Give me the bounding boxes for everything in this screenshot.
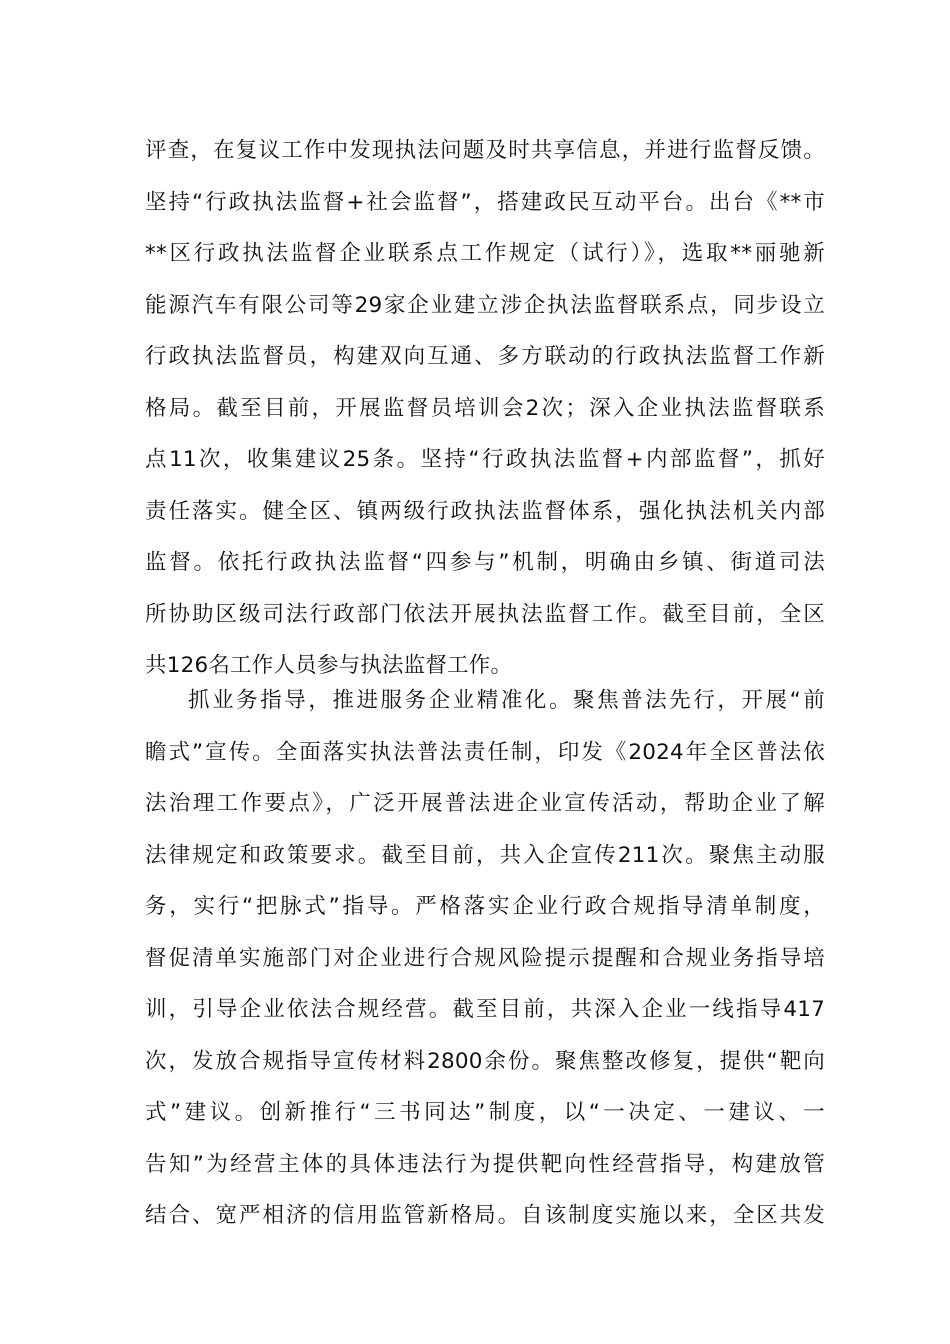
paragraph-business-guidance <box>145 675 825 1242</box>
text-line: **区行政执法监督企业联系点工作规定（试行）》，选取**丽驰新 <box>145 241 825 266</box>
text-line: 法律规定和政策要求。截至目前，共入企宣传211次。聚焦主动服 <box>145 842 825 868</box>
text-line: 监督。依托行政执法监督“四参与”机制，明确由乡镇、街道司法 <box>145 550 825 575</box>
text-line: 务，实行“把脉式”指导。严格落实企业行政合规指导清单制度， <box>145 894 825 919</box>
text-line: 训，引导企业依法合规经营。截至目前，共深入企业一线指导417 <box>145 997 825 1022</box>
text-line: 瞻式”宣传。全面落实执法普法责任制，印发《2024年全区普法依 <box>145 739 825 765</box>
text-line: 评查，在复议工作中发现执法问题及时共享信息，并进行监督反馈。 <box>145 138 825 163</box>
text-line: 法治理工作要点》，广泛开展普法进企业宣传活动，帮助企业了解 <box>145 791 825 816</box>
text-line: 督促清单实施部门对企业进行合规风险提示提醒和合规业务指导培 <box>145 945 825 971</box>
text-line: 结合、宽严相济的信用监管新格局。自该制度实施以来，全区共发 <box>145 1203 825 1228</box>
text-line: 所协助区级司法行政部门依法开展执法监督工作。截至目前，全区 <box>145 601 825 627</box>
text-line: 次，发放合规指导宣传材料2800余份。聚焦整改修复，提供“靶向 <box>145 1048 825 1074</box>
text-line: 抓业务指导，推进服务企业精准化。聚焦普法先行，开展“前 <box>188 688 825 713</box>
text-line: 共126名工作人员参与执法监督工作。 <box>145 653 513 678</box>
text-line: 告知”为经营主体的具体违法行为提供靶向性经营指导，构建放管 <box>145 1151 825 1177</box>
paragraph-supervision <box>145 125 825 692</box>
text-line: 行政执法监督员，构建双向互通、多方联动的行政执法监督工作新 <box>145 344 825 369</box>
text-line: 能源汽车有限公司等29家企业建立涉企执法监督联系点，同步设立 <box>145 292 825 318</box>
text-line: 责任落实。健全区、镇两级行政执法监督体系，强化执法机关内部 <box>145 498 825 524</box>
text-line: 式”建议。创新推行“三书同达”制度，以“一决定、一建议、一 <box>145 1100 825 1125</box>
text-line: 点11次，收集建议25条。坚持“行政执法监督+内部监督”，抓好 <box>145 447 825 472</box>
text-line: 坚持“行政执法监督+社会监督”，搭建政民互动平台。出台《**市 <box>145 189 825 215</box>
text-line: 格局。截至目前，开展监督员培训会2次；深入企业执法监督联系 <box>145 395 825 421</box>
